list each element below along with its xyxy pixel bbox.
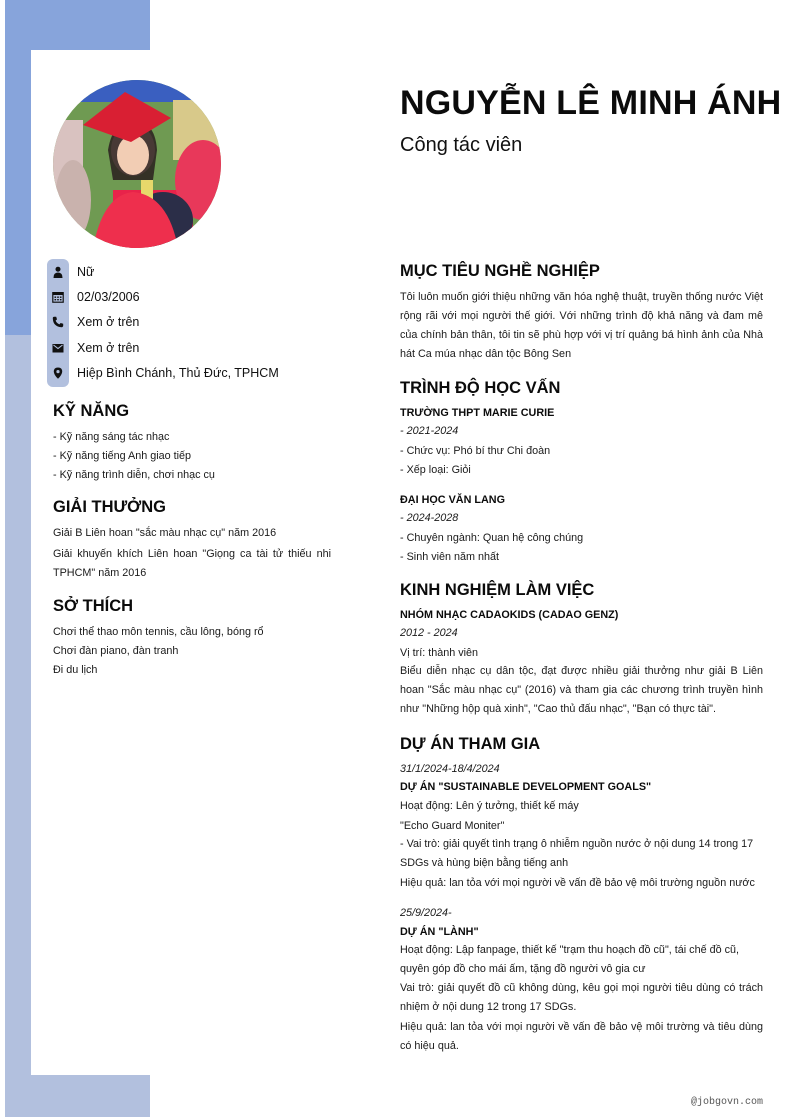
project-role: Vai trò: giải quyết đồ cũ không dùng, kêu gọi mọi người tiêu dùng có trách nhiệm ở nội dung 12 trong 17 SDGs. (400, 982, 763, 1013)
contact-email (47, 335, 139, 360)
candidate-role: Công tác viên (400, 134, 523, 156)
school-name: TRƯỜNG THPT MARIE CURIE (400, 407, 555, 419)
phone-text: Xem ở trên (77, 314, 140, 329)
experience-title: KINH NGHIỆM LÀM VIỆC (400, 581, 595, 599)
experience-description: Biểu diễn nhạc cụ dân tộc, đạt được nhiều giải thưởng như giải B Liên hoan "Sắc màu nhạc cụ" (2016) và tham gia các chương trình truyền hình như "Những hộp quà xinh", "Cao thủ đấu nhạc", "Bạn có thực tài". (400, 665, 763, 715)
person-icon (47, 261, 69, 283)
address-text: Hiệp Bình Chánh, Thủ Đức, TPHCM (77, 365, 279, 380)
profile-photo (53, 80, 221, 248)
mail-icon (47, 337, 69, 359)
calendar-icon (47, 286, 69, 308)
project-name: DỰ ÁN "SUSTAINABLE DEVELOPMENT GOALS" (400, 781, 652, 793)
award-item: Giải B Liên hoan "sắc màu nhạc cụ" năm 2016 (53, 527, 277, 539)
hobby-item: Chơi thể thao môn tennis, cầu lông, bóng rổ (53, 626, 264, 638)
awards-title: GIẢI THƯỞNG (53, 498, 167, 516)
school-detail: - Chức vụ: Phó bí thư Chi đoàn (400, 445, 551, 457)
decor-left-bar-upper (5, 0, 31, 335)
watermark: @jobgovn.com (690, 1097, 763, 1108)
contact-phone (47, 309, 139, 334)
gender-text: Nữ (77, 264, 95, 279)
location-icon (47, 362, 69, 384)
objective-title: MỤC TIÊU NGHỀ NGHIỆP (400, 262, 600, 280)
project-name: DỰ ÁN "LÀNH" (400, 926, 479, 938)
skill-item: - Kỹ năng tiếng Anh giao tiếp (53, 450, 192, 462)
school-detail: - Sinh viên năm nhất (400, 551, 500, 563)
project-role: - Vai trò: giải quyết tình trạng ô nhiễm nguồn nước ở nội dung 14 trong 17 SDGs và hùng biện bằng tiếng anh (400, 838, 754, 869)
skill-item: - Kỹ năng sáng tác nhạc (53, 431, 170, 443)
project-activity-2: "Echo Guard Moniter" (400, 820, 505, 832)
experience-period: 2012 - 2024 (400, 627, 458, 639)
objective-text: Tôi luôn muốn giới thiệu những văn hóa nghệ thuật, truyền thống nước Việt rộng rãi với mọi người thế giới. Với những trình độ khả năng và đam mê của chính bản thân, tôi tin sẽ phù hợp với vị trí quảng bá hình ảnh của Nhà hát Ca múa nhạc dân tộc Bông Sen (400, 291, 763, 360)
decor-bottom-block (5, 1075, 150, 1117)
project-result: Hiệu quả: lan tỏa với mọi người về vấn đề bảo vệ môi trường nguồn nước (400, 877, 755, 889)
school-detail: - Xếp loại: Giỏi (400, 464, 471, 476)
phone-icon (47, 311, 69, 333)
contact-address (47, 360, 279, 385)
candidate-name: NGUYỄN LÊ MINH ÁNH (400, 84, 782, 122)
project-result: Hiệu quả: lan tỏa với mọi người về vấn đề bảo vệ môi trường và tiêu dùng có hiệu quả. (400, 1021, 763, 1052)
experience-position: Vị trí: thành viên (400, 647, 479, 659)
school-detail: - Chuyên ngành: Quan hệ công chúng (400, 532, 584, 544)
award-item: Giải khuyến khích Liên hoan "Giọng ca tài tử thiếu nhi TPHCM" năm 2016 (53, 548, 331, 579)
hobby-item: Chơi đàn piano, đàn tranh (53, 645, 179, 657)
hobbies-title: SỞ THÍCH (53, 597, 134, 615)
school-period: - 2024-2028 (400, 512, 459, 524)
contact-birthdate (47, 284, 140, 309)
experience-org: NHÓM NHẠC CADAOKIDS (CADAO GENZ) (400, 609, 619, 621)
project-activity: Hoạt động: Lập fanpage, thiết kế "trạm thu hoạch đồ cũ", tái chế đồ cũ, quyên góp đồ cho mái ấm, tặng đồ người vô gia cư (400, 944, 739, 975)
decor-left-bar-lower (5, 335, 31, 1117)
project-period: 31/1/2024-18/4/2024 (400, 763, 500, 775)
birthdate-text: 02/03/2006 (77, 289, 140, 304)
skills-title: KỸ NĂNG (53, 402, 130, 420)
hobby-item: Đi du lịch (53, 664, 98, 676)
contact-gender (47, 259, 94, 284)
education-title: TRÌNH ĐỘ HỌC VẤN (400, 379, 561, 397)
email-text: Xem ở trên (77, 340, 140, 355)
project-period: 25/9/2024- (400, 907, 452, 919)
project-activity: Hoạt động: Lên ý tưởng, thiết kế máy (400, 800, 579, 812)
school-name: ĐẠI HỌC VĂN LANG (400, 494, 505, 506)
projects-title: DỰ ÁN THAM GIA (400, 735, 541, 753)
school-period: - 2021-2024 (400, 425, 459, 437)
skill-item: - Kỹ năng trình diễn, chơi nhạc cụ (53, 469, 215, 481)
